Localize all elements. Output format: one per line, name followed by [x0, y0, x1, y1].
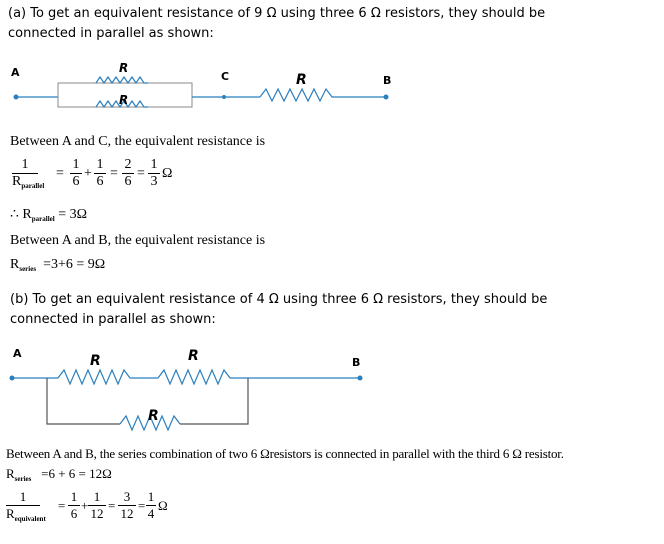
- node-b-a: [10, 376, 15, 381]
- label-b-a: A: [13, 347, 22, 360]
- node-b: [384, 95, 389, 100]
- part-b-intro-line1: (b) To get an equivalent resistance of 4 Ω using three 6 Ω resistors, they should be: [10, 292, 548, 307]
- text-between-ab: Between A and B, the equivalent resistance is: [10, 233, 266, 248]
- label-b: B: [383, 74, 392, 87]
- text-between-ac: Between A and C, the equivalent resistance is: [10, 134, 266, 149]
- part-a-intro-line1: (a) To get an equivalent resistance of 9 Ω using three 6 Ω resistors, they should be: [8, 6, 546, 21]
- eq1-term-3: 2 6: [122, 158, 134, 189]
- eq1-term-2: 1 6: [94, 158, 106, 189]
- eq2-parallel: ∴ $R_{parallel} = 3\Omega$: [10, 207, 88, 223]
- eq3-series: $R_{series} =3+6 = 9\Omega$: [10, 257, 106, 273]
- eq-b-term-4: 1 4: [147, 489, 155, 521]
- circuit-b-branch-left: [47, 378, 120, 424]
- label-c: C: [221, 70, 230, 83]
- eq1-lhs-fraction: 1 $R_{parallel}$: [12, 157, 45, 190]
- text-series-combination: Between A and B, the series combination of two 6 Ωresistors is connected in parallel with the third 6 Ω resistor.: [6, 446, 564, 461]
- label-a: A: [11, 66, 20, 79]
- eq1-term-4: 1 3: [148, 158, 160, 189]
- node-c: [222, 95, 226, 99]
- resistor-label-series: R: [296, 72, 307, 88]
- eq-b-term-1: 1 6: [68, 490, 80, 521]
- part-a-intro-line2: connected in parallel as shown:: [8, 26, 214, 41]
- circuit-a-resistor-top: [96, 77, 148, 83]
- circuit-b-branch-right: [180, 378, 248, 424]
- eq-b-term-3: 3 12: [118, 490, 136, 521]
- node-a: [14, 95, 19, 100]
- eq-b-lhs-fraction: 1 $R_{equivalent}$: [6, 489, 46, 523]
- resistor-label-top: R: [119, 61, 129, 75]
- eq1-unit: Ω: [162, 166, 173, 181]
- label-b-b: B: [352, 356, 361, 369]
- resistor-label-b1: R: [90, 353, 101, 369]
- node-b-b: [358, 376, 363, 381]
- resistor-label-bottom: R: [119, 93, 129, 107]
- part-b-intro-line2: connected in parallel as shown:: [10, 312, 216, 327]
- circuit-b-resistor-2: [158, 370, 230, 384]
- eq-b-unit: Ω: [158, 498, 168, 513]
- eq-b-series: $R_{series}$ =6 + 6 = 12Ω: [6, 466, 112, 483]
- eq-b-term-2: 1 12: [88, 490, 106, 521]
- circuit-b-resistor-1: [58, 370, 130, 384]
- resistor-label-b2: R: [188, 348, 199, 364]
- eq1-term-1: 1 6: [70, 158, 82, 189]
- resistor-label-b3: R: [148, 408, 159, 424]
- circuit-a-resistor-series: [260, 89, 336, 101]
